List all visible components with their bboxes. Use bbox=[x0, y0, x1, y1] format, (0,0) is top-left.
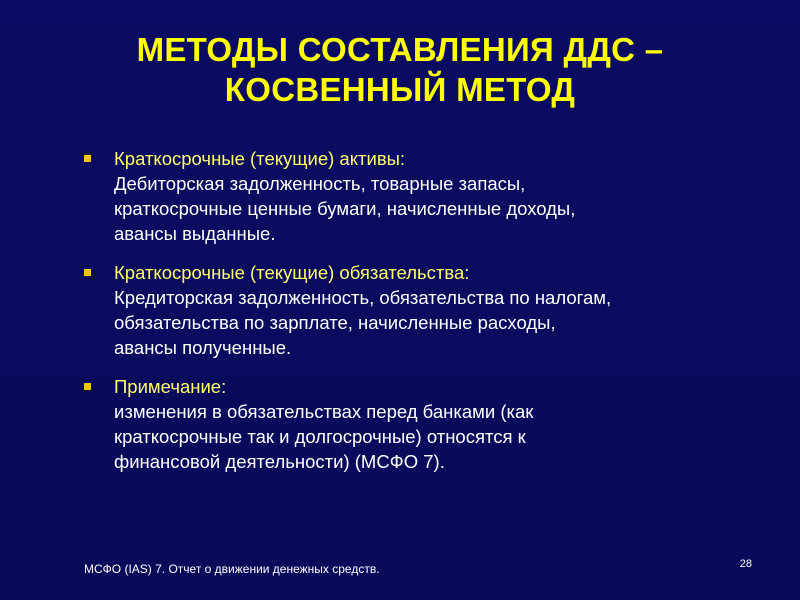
item-text-line: авансы полученные. bbox=[114, 337, 292, 358]
item-text-line: краткосрочные ценные бумаги, начисленные доходы, bbox=[114, 198, 576, 219]
square-bullet-icon bbox=[84, 383, 91, 390]
bullet-list bbox=[84, 146, 744, 488]
item-heading: Краткосрочные (текущие) обязательства: bbox=[114, 262, 470, 283]
square-bullet-icon bbox=[84, 269, 91, 276]
title-line-2: КОСВЕННЫЙ МЕТОД bbox=[224, 71, 576, 108]
slide-title bbox=[40, 30, 760, 110]
item-text-line: Дебиторская задолженность, товарные запасы, bbox=[114, 173, 526, 194]
list-item bbox=[84, 260, 744, 360]
square-bullet-icon bbox=[84, 155, 91, 162]
item-text-line: финансовой деятельности) (МСФО 7). bbox=[114, 451, 445, 472]
item-text-line: краткосрочные так и долгосрочные) относятся к bbox=[114, 426, 526, 447]
item-text-line: обязательства по зарплате, начисленные расходы, bbox=[114, 312, 556, 333]
item-heading: Примечание: bbox=[114, 376, 227, 397]
page-number: 28 bbox=[739, 558, 752, 570]
footer-source: МСФО (IAS) 7. Отчет о движении денежных средств. bbox=[84, 562, 380, 576]
item-heading: Краткосрочные (текущие) активы: bbox=[114, 148, 406, 169]
title-line-1: МЕТОДЫ СОСТАВЛЕНИЯ ДДС – bbox=[136, 31, 664, 68]
item-text-line: изменения в обязательствах перед банками (как bbox=[114, 401, 534, 422]
list-item bbox=[84, 146, 744, 246]
list-item bbox=[84, 374, 744, 474]
item-text-line: авансы выданные. bbox=[114, 223, 276, 244]
item-text-line: Кредиторская задолженность, обязательства по налогам, bbox=[114, 287, 612, 308]
